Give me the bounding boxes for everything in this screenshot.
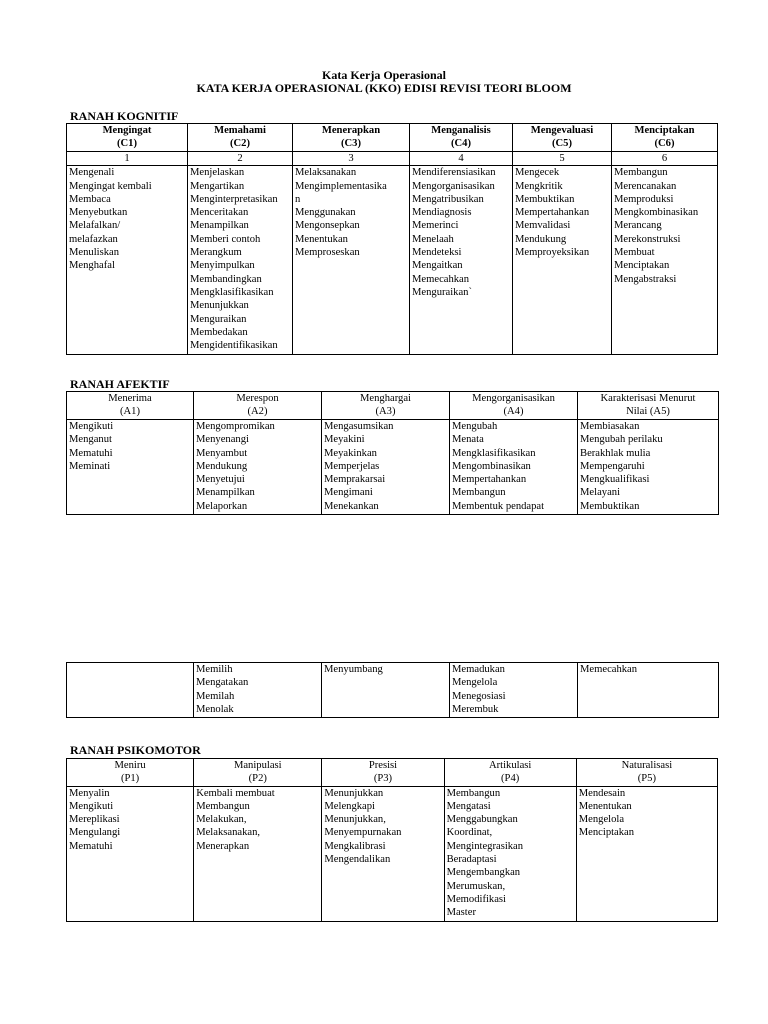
header-c5: Mengevaluasi (C5) (513, 124, 612, 152)
verb-item: Membiasakan (580, 421, 640, 432)
table-body-row (67, 786, 718, 921)
verb-item: Membangun (196, 800, 250, 812)
verb-item: Mengompromikan (196, 421, 275, 432)
verb-item: Menyempurnakan (324, 827, 402, 839)
verb-item: Mengkalibrasi (324, 840, 386, 852)
verb-item: Menggabungkan (446, 814, 518, 826)
verb-item: Mengingat kembali (69, 180, 152, 192)
document-title: Kata Kerja Operasional (322, 68, 446, 82)
verb-item: Merangkum (190, 247, 242, 259)
table-afektif-continued (66, 662, 719, 718)
verb-item: Melaksanakan, (196, 827, 261, 839)
verb-item: Menolak (196, 703, 234, 715)
header-p5: Naturalisasi (P5) (576, 759, 717, 787)
verb-item: Meyakinkan (324, 447, 377, 459)
verb-list-a1 (67, 420, 194, 515)
verb-list-a1-continued (67, 663, 194, 718)
verb-item: Mempertahankan (452, 474, 527, 486)
verb-list-a4 (450, 420, 578, 515)
verb-item: Menguraikan` (412, 286, 473, 298)
verb-list-c5 (513, 166, 612, 355)
verb-item: Membangun (452, 487, 506, 499)
verb-item: Menceritakan (190, 207, 249, 219)
verb-item: Membedakan (190, 326, 248, 338)
verb-item: Mengkritik (515, 180, 563, 192)
verb-item: Memvalidasi (515, 220, 571, 232)
table-number-row (67, 152, 718, 166)
verb-item: Menekankan (324, 500, 379, 512)
column-number: 1 (67, 152, 188, 166)
verb-item: Menentukan (295, 233, 348, 245)
verb-item: Menyalin (69, 787, 110, 799)
header-p1: Meniru (P1) (67, 759, 194, 787)
verb-item: Mengasumsikan (324, 421, 394, 432)
section-heading-afektif: RANAH AFEKTIF (70, 377, 170, 391)
verb-item: Menyenangi (196, 434, 249, 446)
verb-item: Mematuhi (69, 840, 113, 852)
verb-item: Mengimani (324, 487, 373, 499)
verb-item: Menyetujui (196, 474, 245, 486)
verb-item: Master (446, 907, 476, 919)
header-p3: Presisi (P3) (322, 759, 444, 787)
header-a3: Menghargai (A3) (322, 392, 450, 420)
verb-list-p4 (444, 786, 576, 921)
verb-item: Memecahkan (412, 273, 470, 285)
verb-item: Menampilkan (190, 220, 249, 232)
verb-list-c4 (410, 166, 513, 355)
verb-item: Membentuk pendapat (452, 500, 545, 512)
verb-item: Membuktikan (580, 500, 640, 512)
header-a2: Merespon (A2) (194, 392, 322, 420)
verb-item: Menggunakan (295, 207, 356, 219)
verb-item: Mengorganisasikan (412, 180, 495, 192)
verb-item: Membangun (614, 167, 668, 179)
verb-item: Mereplikasi (69, 814, 120, 826)
column-number: 3 (293, 152, 410, 166)
verb-list-a5 (578, 420, 719, 515)
column-number: 2 (188, 152, 293, 166)
verb-list-c3 (293, 166, 410, 355)
verb-item: Meminati (69, 460, 111, 472)
document-subtitle: KATA KERJA OPERASIONAL (KKO) EDISI REVISI TEORI BLOOM (196, 81, 572, 95)
table-kognitif (66, 123, 718, 355)
verb-item: Mengatasi (446, 800, 491, 812)
verb-item: Melakukan, (196, 814, 247, 826)
header-p4: Artikulasi (P4) (444, 759, 576, 787)
verb-item: Mengikuti (69, 421, 114, 432)
verb-item: Memprakarsai (324, 474, 386, 486)
verb-item: Mempengaruhi (580, 460, 645, 472)
table-body-row (67, 166, 718, 355)
verb-item: Menghafal (69, 260, 115, 272)
verb-item: Menelaah (412, 233, 454, 245)
verb-item: Mendiagnosis (412, 207, 472, 219)
table-psikomotor (66, 758, 718, 922)
verb-item: Menyumbang (324, 664, 383, 675)
verb-item: melafazkan (69, 233, 118, 245)
verb-list-a3 (322, 420, 450, 515)
table-header-row (67, 759, 718, 787)
verb-item: Mendesain (578, 787, 626, 799)
section-heading-psikomotor: RANAH PSIKOMOTOR (70, 743, 201, 757)
verb-item: Mengkualifikasi (580, 474, 650, 486)
verb-item: Mengklasifikasikan (452, 447, 536, 459)
verb-item: Mengecek (515, 167, 560, 179)
verb-item: n (295, 193, 301, 205)
verb-item: Memilih (196, 664, 233, 675)
verb-item: Merancang (614, 220, 662, 232)
verb-list-p5 (576, 786, 717, 921)
verb-item: Mengubah perilaku (580, 434, 663, 446)
verb-item: Melafalkan/ (69, 220, 121, 232)
verb-item: Menyambut (196, 447, 248, 459)
column-number: 6 (612, 152, 718, 166)
verb-item: Mengonsepkan (295, 220, 360, 232)
verb-item: Mengidentifikasikan (190, 340, 278, 352)
verb-item: Menjelaskan (190, 167, 245, 179)
verb-item: Memadukan (452, 664, 505, 675)
verb-item: Melaksanakan (295, 167, 357, 179)
verb-item: Mengkombinasikan (614, 207, 699, 219)
verb-item: Merencanakan (614, 180, 677, 192)
verb-item: Mematuhi (69, 447, 113, 459)
header-a5: Karakterisasi Menurut Nilai (A5) (578, 392, 719, 420)
column-number: 4 (410, 152, 513, 166)
verb-item: Koordinat, (446, 827, 493, 839)
table-body-row (67, 420, 719, 515)
table-body-row (67, 663, 719, 718)
header-c1: Mengingat (C1) (67, 124, 188, 152)
verb-item: Merembuk (452, 703, 499, 715)
verb-item: Membaca (69, 193, 111, 205)
verb-item: Mendeteksi (412, 247, 462, 259)
verb-item: Mengabstraksi (614, 273, 677, 285)
verb-item: Mengklasifikasikan (190, 286, 274, 298)
verb-item: Mengintegrasikan (446, 840, 524, 852)
verb-item: Menunjukkan (190, 300, 249, 312)
verb-item: Menegosiasi (452, 690, 506, 702)
verb-item: Merumuskan, (446, 880, 506, 892)
verb-item: Menata (452, 434, 484, 446)
verb-item: Memproduksi (614, 193, 674, 205)
verb-list-p2 (194, 786, 322, 921)
header-c6: Menciptakan (C6) (612, 124, 718, 152)
verb-item: Mengatribusikan (412, 193, 484, 205)
verb-item: Menerapkan (196, 840, 250, 852)
verb-item: Melaporkan (196, 500, 248, 512)
verb-item: Merekonstruksi (614, 233, 681, 245)
verb-item: Menampilkan (196, 487, 255, 499)
table-header-row (67, 124, 718, 152)
verb-item: Menentukan (578, 800, 632, 812)
verb-item: Menyimpulkan (190, 260, 255, 272)
verb-item: Menuliskan (69, 247, 120, 259)
verb-list-c2 (188, 166, 293, 355)
verb-list-p1 (67, 786, 194, 921)
verb-item: Menciptakan (578, 827, 635, 839)
verb-item: Memodifikasi (446, 893, 506, 905)
verb-item: Memproseskan (295, 247, 360, 259)
verb-item: Mengelola (452, 677, 498, 689)
verb-item: Mempertahankan (515, 207, 590, 219)
verb-item: Mendukung (515, 233, 567, 245)
verb-item: Mengatakan (196, 677, 249, 689)
verb-item: Memproyeksikan (515, 247, 590, 259)
verb-item: Mengembangkan (446, 867, 521, 879)
header-p2: Manipulasi (P2) (194, 759, 322, 787)
verb-item: Membuktikan (515, 193, 575, 205)
verb-item: Membandingkan (190, 273, 262, 285)
header-c4: Menganalisis (C4) (410, 124, 513, 152)
verb-item: Melengkapi (324, 800, 375, 812)
verb-item: Memperjelas (324, 460, 380, 472)
verb-item: Mengubah (452, 421, 498, 432)
verb-item: Mendukung (196, 460, 248, 472)
verb-item: Mengaitkan (412, 260, 463, 272)
table-afektif (66, 391, 719, 515)
verb-item: Menciptakan (614, 260, 670, 272)
verb-item: Menunjukkan (324, 787, 384, 799)
verb-list-a5-continued (578, 663, 719, 718)
verb-item: Memberi contoh (190, 233, 261, 245)
verb-item: Menguraikan (190, 313, 247, 325)
verb-item: Beradaptasi (446, 854, 497, 866)
verb-list-a4-continued (450, 663, 578, 718)
verb-item: Mengulangi (69, 827, 121, 839)
verb-item: Membuat (614, 247, 655, 259)
verb-list-p3 (322, 786, 444, 921)
verb-item: Menginterpretasikan (190, 193, 278, 205)
verb-item: Mengenali (69, 167, 115, 179)
verb-item: Mengartikan (190, 180, 245, 192)
verb-item: Berakhlak mulia (580, 447, 651, 459)
verb-item: Membangun (446, 787, 501, 799)
table-header-row (67, 392, 719, 420)
verb-item: Memilah (196, 690, 235, 702)
verb-list-a2-continued (194, 663, 322, 718)
section-heading-kognitif: RANAH KOGNITIF (70, 109, 179, 123)
verb-list-c1 (67, 166, 188, 355)
column-number: 5 (513, 152, 612, 166)
verb-item: Memecahkan (580, 664, 638, 675)
header-c2: Memahami (C2) (188, 124, 293, 152)
verb-item: Mengelola (578, 814, 625, 826)
header-a1: Menerima (A1) (67, 392, 194, 420)
verb-item: Kembali membuat (196, 787, 275, 799)
verb-item: Melayani (580, 487, 621, 499)
verb-item: Menyebutkan (69, 207, 128, 219)
verb-item: Mengimplementasika (295, 180, 387, 192)
verb-list-a3-continued (322, 663, 450, 718)
header-c3: Menerapkan (C3) (293, 124, 410, 152)
verb-item: Memerinci (412, 220, 459, 232)
verb-list-c6 (612, 166, 718, 355)
verb-item: Mengombinasikan (452, 460, 531, 472)
verb-list-a2 (194, 420, 322, 515)
verb-item: Menganut (69, 434, 112, 446)
verb-item: Mengendalikan (324, 854, 391, 866)
verb-item: Meyakini (324, 434, 365, 446)
verb-item: Menunjukkan, (324, 814, 386, 826)
header-a4: Mengorganisasikan (A4) (450, 392, 578, 420)
verb-item: Mengikuti (69, 800, 114, 812)
verb-item: Mendiferensiasikan (412, 167, 496, 179)
